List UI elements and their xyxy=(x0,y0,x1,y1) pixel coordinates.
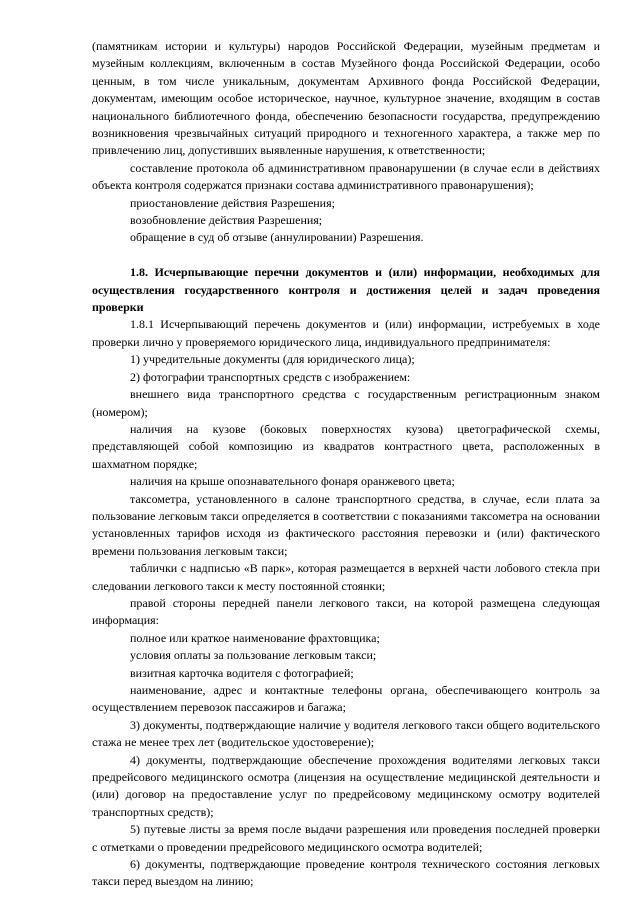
list-item-1: 1) учредительные документы (для юридического лица); xyxy=(130,352,415,367)
paragraph-protocol: составление протокола об административном правонарушении (в случае если в действиях объекта контроля содержатся признаки состава административного правонарушения); xyxy=(92,160,600,193)
list-item-3: 3) документы, подтверждающие наличие у водителя легкового такси общего водительского стажа не менее трех лет (водительское удостоверение); xyxy=(92,717,600,750)
section-heading-1-8: 1.8. Исчерпывающие перечни документов и (или) информации, необходимых для осуществления государственного контроля и достижения целей и задач проведения проверки xyxy=(92,265,600,315)
sub-item-color-scheme: наличия на кузове (боковых поверхностях кузова) цветографической схемы, представляющей собой композицию из квадратов контрастного цвета, расположенных в шахматном порядке; xyxy=(92,421,600,471)
sub-item-park-sign: таблички с надписью «В парк», которая размещается в верхней части лобового стекла при следовании легкового такси к месту постоянной стоянки; xyxy=(92,561,600,593)
sub-item-exterior: внешнего вида транспортного средства с государственным регистрационным знаком (номером); xyxy=(92,387,600,419)
paragraph-resumption: возобновление действия Разрешения; xyxy=(130,213,323,228)
paragraph-1-8-1: 1.8.1 Исчерпывающий перечень документов и (или) информации, истребуемых в ходе проверки лично у проверяемого юридического лица, индивидуального предпринимателя: xyxy=(92,317,600,349)
blank-line xyxy=(92,247,600,264)
paragraph-court-appeal: обращение в суд об отзыве (аннулировании) Разрешения. xyxy=(130,230,424,245)
paragraph-suspension: приостановление действия Разрешения; xyxy=(130,195,335,210)
sub-item-carrier-name: полное или краткое наименование фрахтовщика; xyxy=(130,630,380,645)
sub-item-authority-contacts: наименование, адрес и контактные телефоны органа, обеспечивающего контроль за осуществлением перевозок пассажиров и багажа; xyxy=(92,683,600,715)
list-item-6: 6) документы, подтверждающие проведение контроля технического состояния легковых такси перед выездом на линию; xyxy=(92,857,600,889)
list-item-2: 2) фотографии транспортных средств с изображением: xyxy=(130,369,411,384)
sub-item-payment-terms: условия оплаты за пользование легковым такси; xyxy=(130,648,377,663)
sub-item-front-panel: правой стороны передней панели легкового такси, на которой размещена следующая информация: xyxy=(92,595,600,628)
paragraph-continuation: (памятникам истории и культуры) народов Российской Федерации, музейным предметам и музейным коллекциям, включенным в состав Музейного фонда Российской Федерации, особо ценным, в том числе уникальным, документам Архивного фонда Российской Федерации, документам, имеющим особое историческое, научное, культурное значение, входящим в состав национального библиотечного фонда, обеспечению безопасности государства, предупреждению возникновения чрезвычайных ситуаций природного и техногенного характера, а также мер по привлечению лиц, допустивших выявленные нарушения, к ответственности; xyxy=(92,39,600,158)
list-item-5: 5) путевые листы за время после выдачи разрешения или проведения последней проверки с отметками о проведении предрейсового медицинского осмотра водителей; xyxy=(92,822,600,854)
document-page xyxy=(92,38,600,891)
list-item-4: 4) документы, подтверждающие обеспечение прохождения водителями легковых такси предрейсового медицинского осмотра (лицензия на осуществление медицинской деятельности и (или) договор на предоставление услуг по предрейсовому медицинскому осмотру водителей транспортных средств); xyxy=(92,752,600,819)
sub-item-taximeter: таксометра, установленного в салоне транспортного средства, в случае, если плата за пользование легковым такси определяется в соответствии с показаниями таксометра на основании установленных тарифов исходя из фактического расстояния перевозки и (или) фактического времени пользования легковым такси; xyxy=(92,491,600,558)
sub-item-roof-lamp: наличия на крыше опознавательного фонаря оранжевого цвета; xyxy=(130,474,455,489)
sub-item-driver-card: визитная карточка водителя с фотографией; xyxy=(130,665,354,680)
